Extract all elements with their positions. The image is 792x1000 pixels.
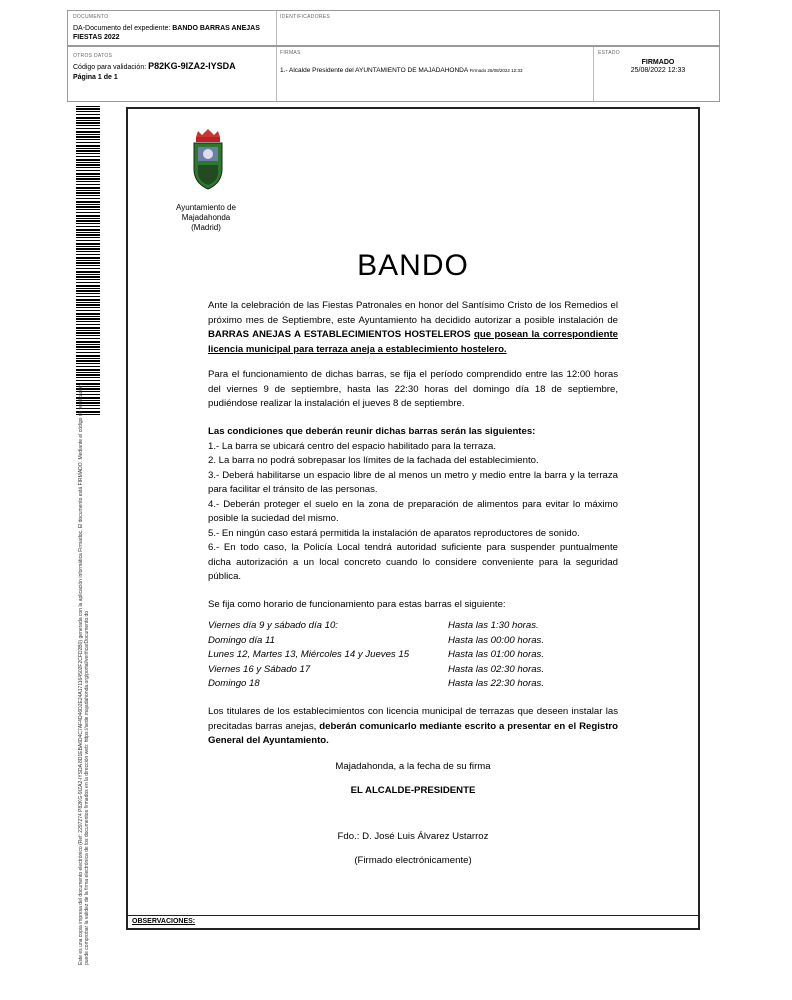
verification-side-text	[78, 265, 90, 965]
ayuntamiento-label	[162, 203, 250, 233]
titulares-text: Los titulares de los establecimientos con licencia municipal de terrazas que deseen instalar las precitadas barras anejas,	[208, 706, 618, 732]
estado-label: ESTADO	[598, 50, 620, 56]
observaciones-label: OBSERVACIONES:	[128, 915, 698, 928]
signature-line	[280, 66, 522, 75]
schedule-hour: Hasta las 1:30 horas.	[448, 620, 539, 631]
condition-item: 4.- Deberán proteger el suelo en la zona de preparación de alimentos para evitar lo máximo posible la suciedad del mismo.	[208, 498, 618, 524]
condition-item: 3.- Deberá habilitarse un espacio libre de al menos un metro y medio entre la barra y la terraza para facilitar el tránsito de las personas.	[208, 469, 618, 495]
schedule-day: Domingo día 11	[208, 634, 276, 646]
conditions-title: Las condiciones que deberán reunir dichas barras serán las siguientes:	[208, 426, 536, 437]
firmas-label: FIRMAS	[280, 50, 301, 56]
header-signature-box	[67, 46, 720, 102]
status-date: 25/08/2022 12:33	[630, 67, 686, 74]
divider	[276, 11, 277, 45]
schedule-row	[208, 634, 618, 649]
side-text-line: Este es una copia impresa del documento electrónico (Ref: 2297274 P82KG-9IZA2-IYSDA 8D1EBA6D4C7AF4D46D2E24A171164502F2CFD2B0) generada con la aplicación informática Firmadoc. El documento está FIRMADO. Mediante el código de verificación	[78, 384, 84, 965]
ayuntamiento-line: (Madrid)	[191, 223, 221, 232]
divider	[593, 47, 594, 101]
condition-item: 6.- En todo caso, la Policía Local tendrá autoridad suficiente para suspender puntualmente dicha autorización a un local concreto cuando lo considere conveniente para la seguridad pública.	[208, 542, 618, 582]
horario-intro: Se fija como horario de funcionamiento para estas barras el siguiente:	[208, 599, 506, 610]
condition-item: 5.- En ningún caso estará permitida la instalación de aparatos reproductores de sonido.	[208, 527, 580, 539]
doc-value-prefix: DA-Documento del expediente:	[73, 25, 173, 32]
schedule-row	[208, 677, 618, 692]
header-document-box	[67, 10, 720, 46]
schedule-day: Viernes día 9 y sábado día 10:	[208, 620, 338, 631]
conditions-list	[208, 425, 618, 585]
side-text-line: puede comprobar la validez de la firma electrónica de los documentos firmados en la dirección web: https://sede.majadahonda.org/portal/verificarDocumento.do	[84, 610, 90, 965]
validation-code-value: P82KG-9IZA2-IYSDA	[148, 61, 236, 71]
place-date: Majadahonda, a la fecha de su firma	[335, 761, 491, 772]
condition-item: 1.- La barra se ubicará centro del espacio habilitado para la terraza.	[208, 440, 496, 452]
schedule-day: Lunes 12, Martes 13, Miércoles 14 y Jueves 15	[208, 649, 410, 660]
ident-label: IDENTIFICADORES	[280, 14, 331, 20]
paragraph-period: Para el funcionamiento de dichas barras, se fija el período comprendido entre las 12:00 horas del viernes 9 de septiembre, hasta las 22:30 horas del domingo día 18 de septiembre, pudiéndose realizar la instalación el jueves 8 de septiembre.	[208, 369, 618, 409]
signer-title: EL ALCALDE-PRESIDENTE	[350, 785, 476, 796]
titulares-bold: deberán comunicarlo mediante escrito a presentar en el Registro General del Ayuntamiento.	[208, 720, 619, 746]
electronic-signature-note: (Firmado electrónicamente)	[354, 855, 472, 866]
doc-value	[73, 24, 263, 42]
page-title: BANDO	[357, 249, 469, 282]
schedule-row	[208, 663, 618, 678]
schedule-hour: Hasta las 22:30 horas.	[448, 678, 544, 689]
paragraph-titulares	[208, 705, 618, 749]
ayuntamiento-line: Majadahonda	[181, 213, 231, 222]
schedule-table	[208, 619, 618, 692]
validation-code	[73, 62, 236, 72]
document-frame	[126, 107, 700, 930]
intro-text: Ante la celebración de las Fiestas Patronales en honor del Santísimo Cristo de los Remedios el próximo mes de Septiembre, este Ayuntamiento ha decidido autorizar a posible instalación de	[208, 300, 618, 326]
intro-bold: BARRAS ANEJAS A ESTABLECIMIENTOS HOSTELEROS	[208, 329, 471, 340]
intro-underlined: que posean la correspondiente licencia municipal para terraza aneja a establecimiento hostelero.	[208, 329, 618, 355]
condition-item: 2. La barra no podrá sobrepasar los límites de la fachada del establecimiento.	[208, 455, 539, 466]
schedule-day: Viernes 16 y Sábado 17	[208, 663, 311, 675]
page-number: Página 1 de 1	[73, 74, 118, 81]
coat-of-arms-icon	[188, 129, 228, 191]
ayuntamiento-line: Ayuntamiento de	[176, 203, 236, 212]
schedule-row	[208, 619, 618, 634]
doc-value-title: BANDO BARRAS ANEJAS FIESTAS 2022	[73, 25, 260, 41]
signer-name: Fdo.: D. José Luis Álvarez Ustarroz	[337, 831, 489, 842]
schedule-day: Domingo 18	[208, 678, 260, 689]
paragraph-intro	[208, 299, 618, 357]
schedule-hour: Hasta las 01:00 horas.	[448, 649, 544, 660]
schedule-hour: Hasta las 00:00 horas.	[448, 634, 544, 646]
doc-label: DOCUMENTO	[73, 14, 109, 20]
signature-date: Firmado 25/08/2022 12:33	[469, 68, 523, 73]
schedule-row	[208, 648, 618, 663]
validation-code-prefix: Código para validación:	[73, 64, 149, 71]
schedule-hour: Hasta las 02:30 horas.	[448, 663, 544, 675]
divider	[276, 47, 277, 101]
signature-signer: 1.- Alcalde Presidente del AYUNTAMIENTO DE MAJADAHONDA	[280, 67, 468, 74]
status-value: FIRMADO	[641, 59, 675, 66]
otros-label: OTROS DATOS	[73, 53, 113, 59]
